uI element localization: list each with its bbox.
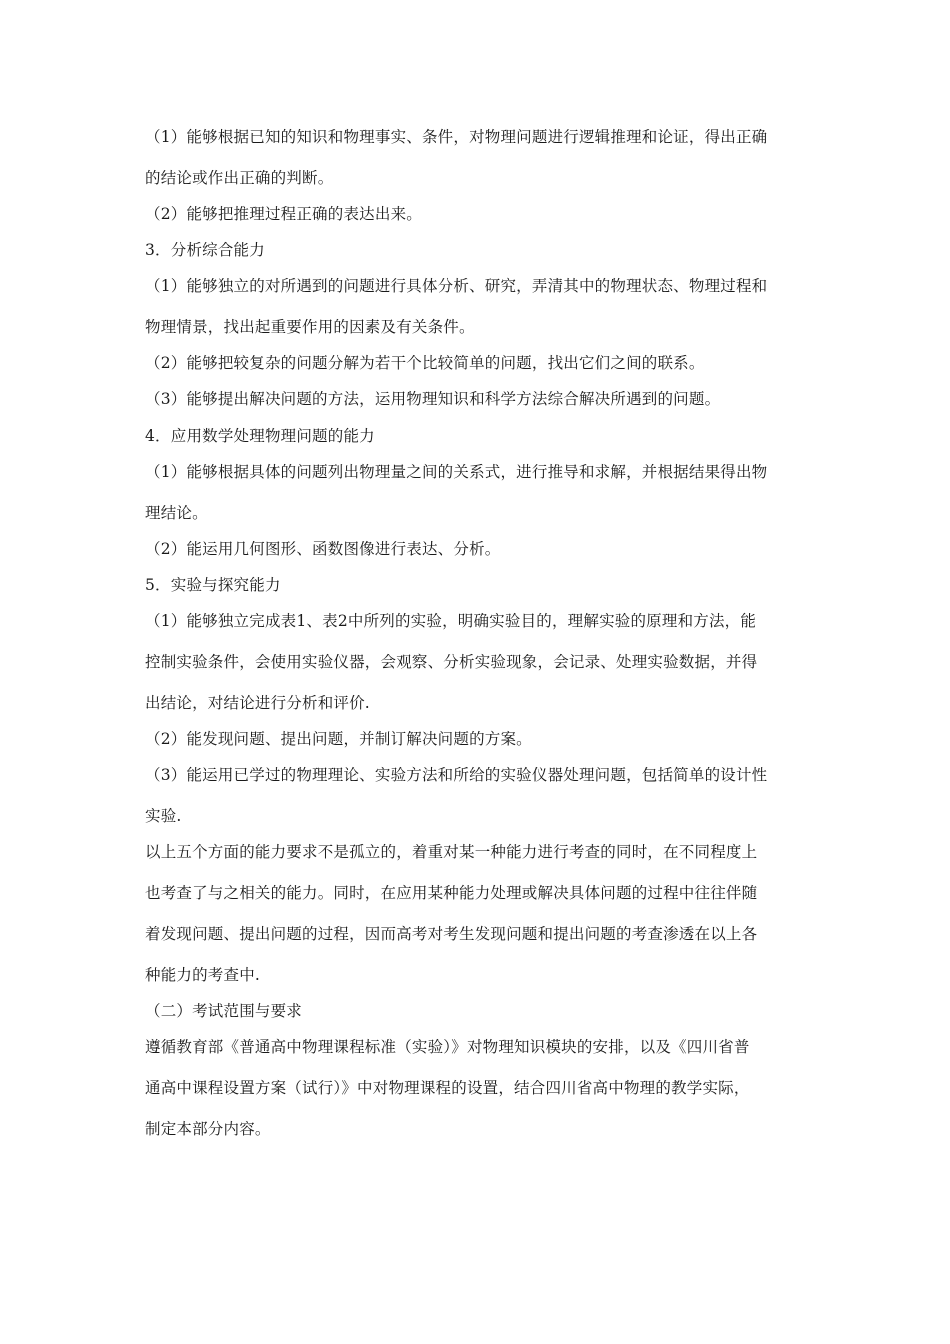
para-5-line-1: （3）能够提出解决问题的方法，运用物理知识和科学方法综合解决所遇到的问题。 xyxy=(145,390,721,408)
para-7-line-1: （2）能运用几何图形、函数图像进行表达、分析。 xyxy=(145,540,501,558)
para-11-line-4: 种能力的考查中. xyxy=(145,966,261,984)
para-11-line-2: 也考查了与之相关的能力。同时，在应用某种能力处理或解决具体问题的过程中往往伴随 xyxy=(145,884,758,902)
para-1-line-1: （1）能够根据已知的知识和物理事实、条件，对物理问题进行逻辑推理和论证，得出正确 xyxy=(145,128,768,146)
para-11-line-3: 着发现问题、提出问题的过程，因而高考对考生发现问题和提出问题的考查渗透在以上各 xyxy=(145,925,758,943)
section-heading-scope: （二）考试范围与要求 xyxy=(145,1002,303,1020)
para-12-line-1: 遵循教育部《普通高中物理课程标准（实验）》对物理知识模块的安排，以及《四川省普 xyxy=(145,1038,750,1056)
para-8-line-1: （1）能够独立完成表1、表2中所列的实验，明确实验目的，理解实验的原理和方法，能 xyxy=(145,612,757,630)
para-6-line-1: （1）能够根据具体的问题列出物理量之间的关系式，进行推导和求解，并根据结果得出物 xyxy=(145,463,768,481)
para-11-line-1: 以上五个方面的能力要求不是孤立的，着重对某一种能力进行考查的同时，在不同程度上 xyxy=(145,843,758,861)
section-heading-3: 3．分析综合能力 xyxy=(145,241,265,259)
para-6-line-2: 理结论。 xyxy=(145,504,208,522)
para-10-line-1: （3）能运用已学过的物理理论、实验方法和所给的实验仪器处理问题，包括简单的设计性 xyxy=(145,766,768,784)
section-heading-5: 5．实验与探究能力 xyxy=(145,576,281,594)
para-9-line-1: （2）能发现问题、提出问题，并制订解决问题的方案。 xyxy=(145,730,532,748)
section-heading-4: 4．应用数学处理物理问题的能力 xyxy=(145,427,375,445)
para-12-line-2: 通高中课程设置方案（试行）》中对物理课程的设置，结合四川省高中物理的教学实际， xyxy=(145,1079,750,1097)
para-2-line-1: （2）能够把推理过程正确的表达出来。 xyxy=(145,205,422,223)
para-8-line-3: 出结论，对结论进行分析和评价. xyxy=(145,694,370,712)
para-10-line-2: 实验. xyxy=(145,807,182,825)
para-12-line-3: 制定本部分内容。 xyxy=(145,1120,271,1138)
para-1-line-2: 的结论或作出正确的判断。 xyxy=(145,169,334,187)
para-8-line-2: 控制实验条件，会使用实验仪器，会观察、分析实验现象，会记录、处理实验数据，并得 xyxy=(145,653,758,671)
para-3-line-1: （1）能够独立的对所遇到的问题进行具体分析、研究，弄清其中的物理状态、物理过程和 xyxy=(145,277,768,295)
para-3-line-2: 物理情景，找出起重要作用的因素及有关条件。 xyxy=(145,318,475,336)
para-4-line-1: （2）能够把较复杂的问题分解为若干个比较简单的问题，找出它们之间的联系。 xyxy=(145,354,705,372)
